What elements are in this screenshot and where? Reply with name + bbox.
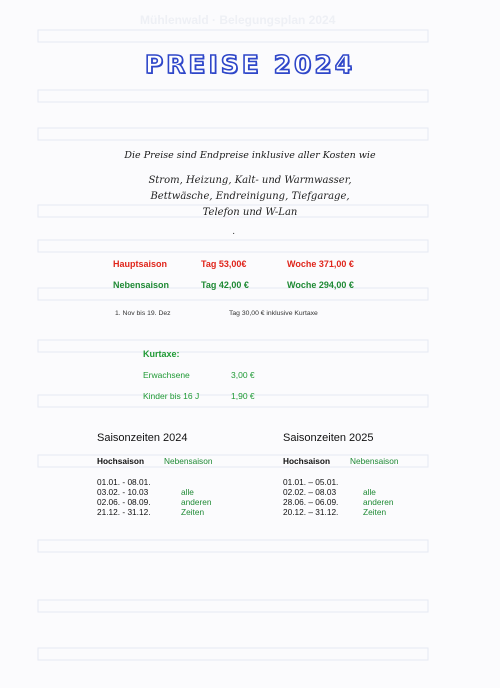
- seasons-2025-note-1: alle: [363, 487, 376, 497]
- seasons-2025-date-4: 20.12. – 31.12.: [283, 507, 339, 517]
- kurtaxe-adults-label: Erwachsene: [143, 370, 190, 380]
- off-season-period: 1. Nov bis 19. Dez: [115, 310, 171, 317]
- seasons-2025-title: Saisonzeiten 2025: [283, 432, 374, 444]
- seasons-2024-title: Saisonzeiten 2024: [97, 432, 188, 444]
- page-title: PREISE 2024: [144, 50, 356, 79]
- hauptsaison-label: Hauptsaison: [113, 259, 168, 269]
- seasons-2024-low-header: Nebensaison: [164, 456, 213, 466]
- seasons-2025-high-header: Hochsaison: [283, 456, 331, 466]
- kurtaxe-children-price: 1,90 €: [231, 391, 255, 401]
- hauptsaison-day-price: Tag 53,00€: [201, 259, 247, 269]
- included-line-1: Strom, Heizung, Kalt- und Warmwasser,: [148, 175, 352, 186]
- seasons-2025-date-3: 28.06. – 06.09.: [283, 497, 339, 507]
- svg-text:Mühlenwald · Belegungsplan 202: Mühlenwald · Belegungsplan 2024: [140, 13, 336, 27]
- seasons-2024-date-1: 01.01. - 08.01.: [97, 477, 151, 487]
- kurtaxe-heading: Kurtaxe:: [143, 349, 180, 359]
- seasons-2024-date-3: 02.06. - 08.09.: [97, 497, 151, 507]
- seasons-2025-note-3: Zeiten: [363, 507, 387, 517]
- off-season-price: Tag 30,00 € inklusive Kurtaxe: [229, 310, 318, 317]
- seasons-2025-low-header: Nebensaison: [350, 456, 399, 466]
- seasons-2025-date-2: 02.02. – 08.03: [283, 487, 337, 497]
- stray-dot: ·: [232, 228, 236, 239]
- included-line-3: Telefon und W-Lan: [202, 207, 298, 218]
- seasons-2025-date-1: 01.01. – 05.01.: [283, 477, 339, 487]
- nebensaison-week-price: Woche 294,00 €: [287, 280, 354, 290]
- kurtaxe-children-label: Kinder bis 16 J: [143, 391, 200, 401]
- hauptsaison-week-price: Woche 371,00 €: [287, 259, 354, 269]
- seasons-2024-note-1: alle: [181, 487, 194, 497]
- seasons-2025-note-2: anderen: [363, 497, 394, 507]
- nebensaison-day-price: Tag 42,00 €: [201, 280, 249, 290]
- included-line-2: Bettwäsche, Endreinigung, Tiefgarage,: [150, 191, 350, 202]
- seasons-2024-note-2: anderen: [181, 497, 212, 507]
- seasons-2024-date-2: 03.02. - 10.03: [97, 487, 149, 497]
- intro-text: Die Preise sind Endpreise inklusive aller Kosten wie: [124, 150, 376, 161]
- kurtaxe-adults-price: 3,00 €: [231, 370, 255, 380]
- seasons-2024-note-3: Zeiten: [181, 507, 205, 517]
- nebensaison-label: Nebensaison: [113, 280, 170, 290]
- seasons-2024-high-header: Hochsaison: [97, 456, 145, 466]
- seasons-2024-date-4: 21.12. - 31.12.: [97, 507, 151, 517]
